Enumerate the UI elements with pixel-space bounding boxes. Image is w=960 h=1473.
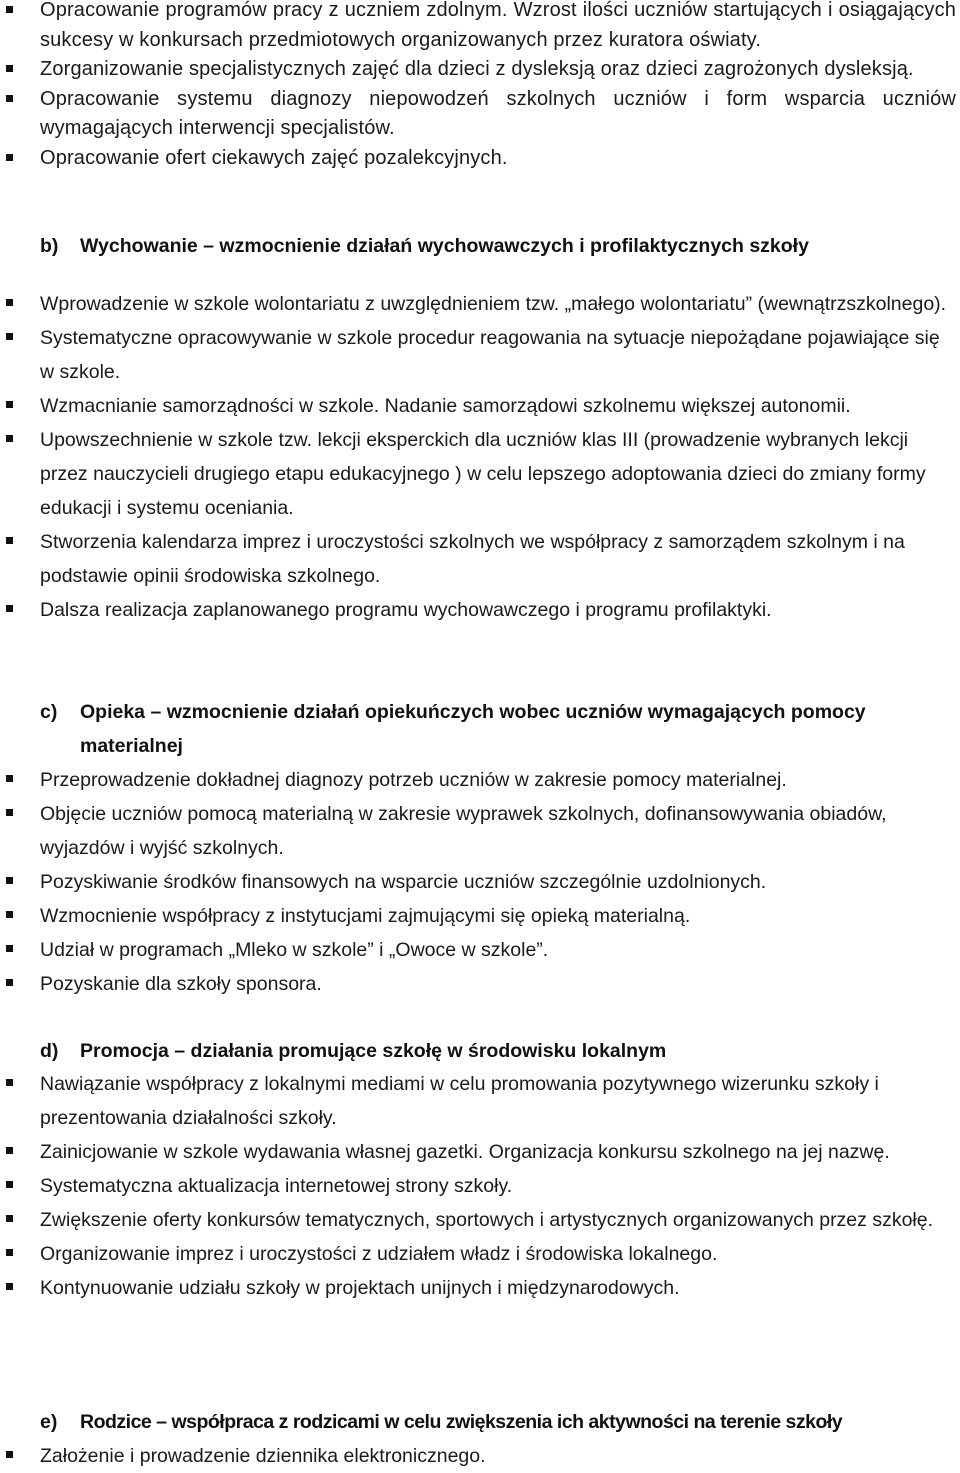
list-item-text: Zorganizowanie specjalistycznych zajęć dla dzieci z dysleksją oraz dzieci zagrożonych dysleksją. (40, 58, 914, 80)
list-item (0, 525, 960, 593)
list-item (0, 797, 960, 865)
list-item (0, 865, 960, 899)
list-item-text: Stworzenia kalendarza imprez i uroczystości szkolnych we współpracy z samorządem szkolnym i na podstawie opinii środowiska szkolnego. (40, 531, 905, 587)
list-item-text: Założenie i prowadzenie dziennika elektronicznego. (40, 1445, 486, 1467)
square-bullet-icon (6, 154, 13, 161)
square-bullet-icon (6, 1079, 13, 1086)
list-item (0, 144, 960, 174)
list-item (0, 763, 960, 797)
square-bullet-icon (6, 299, 13, 306)
section-d-list (0, 1067, 960, 1305)
list-item-text: Udział w programach „Mleko w szkole” i „Owoce w szkole”. (40, 939, 549, 961)
square-bullet-icon (6, 1181, 13, 1188)
list-item (0, 389, 960, 423)
square-bullet-icon (6, 911, 13, 918)
list-item (0, 1067, 960, 1135)
list-item-text: Pozyskiwanie środków finansowych na wsparcie uczniów szczególnie uzdolnionych. (40, 871, 767, 893)
section-c-heading (0, 695, 960, 763)
list-item-text: Opracowanie systemu diagnozy niepowodzeń szkolnych uczniów i form wsparcia uczniów wymagających interwencji specjalistów. (40, 87, 956, 139)
square-bullet-icon (6, 605, 13, 612)
section-d-letter: d) (40, 1040, 59, 1062)
list-item (0, 899, 960, 933)
section-b-title: Wychowanie – wzmocnienie działań wychowawczych i profilaktycznych szkoły (80, 235, 809, 257)
square-bullet-icon (6, 435, 13, 442)
section-e-heading (0, 1405, 960, 1439)
square-bullet-icon (6, 6, 13, 13)
section-d-title: Promocja – działania promujące szkołę w środowisku lokalnym (80, 1040, 667, 1062)
section-e-letter: e) (40, 1411, 58, 1433)
list-item (0, 1169, 960, 1203)
square-bullet-icon (6, 1451, 13, 1458)
square-bullet-icon (6, 979, 13, 986)
list-item (0, 933, 960, 967)
list-item (0, 1237, 960, 1271)
square-bullet-icon (6, 537, 13, 544)
list-item-text: Objęcie uczniów pomocą materialną w zakresie wyprawek szkolnych, dofinansowywania obiadów, wyjazdów i wyjść szkolnych. (40, 803, 887, 859)
list-item (0, 55, 960, 85)
square-bullet-icon (6, 65, 13, 72)
list-item-text: Zainicjowanie w szkole wydawania własnej gazetki. Organizacja konkursu szkolnego na jej nazwę. (40, 1141, 890, 1163)
square-bullet-icon (6, 775, 13, 782)
list-item (0, 1135, 960, 1169)
square-bullet-icon (6, 1147, 13, 1154)
list-item-text: Upowszechnienie w szkole tzw. lekcji eksperckich dla uczniów klas III (prowadzenie wybranych lekcji przez nauczycieli drugiego etapu edukacyjnego ) w celu lepszego adoptowania dzieci do zmiany formy edukacji i systemu oceniania. (40, 429, 926, 519)
list-item (0, 287, 960, 321)
section-b-heading (0, 229, 960, 263)
list-item-text: Wzmacnianie samorządności w szkole. Nadanie samorządowi szkolnemu większej autonomii. (40, 395, 851, 417)
list-item (0, 0, 960, 55)
square-bullet-icon (6, 1283, 13, 1290)
section-b-letter: b) (40, 235, 59, 257)
list-item-text: Opracowanie ofert ciekawych zajęć pozalekcyjnych. (40, 146, 508, 169)
section-e-title: Rodzice – współpraca z rodzicami w celu zwiększenia ich aktywności na terenie szkoły (80, 1411, 843, 1433)
list-item (0, 423, 960, 525)
square-bullet-icon (6, 877, 13, 884)
square-bullet-icon (6, 809, 13, 816)
square-bullet-icon (6, 1249, 13, 1256)
list-item-text: Organizowanie imprez i uroczystości z udziałem władz i środowiska lokalnego. (40, 1243, 718, 1265)
list-item (0, 1271, 960, 1305)
list-item-text: Systematyczna aktualizacja internetowej strony szkoły. (40, 1175, 513, 1197)
list-item-text: Dalsza realizacja zaplanowanego programu wychowawczego i programu profilaktyki. (40, 599, 772, 621)
square-bullet-icon (6, 333, 13, 340)
square-bullet-icon (6, 95, 13, 102)
list-item-text: Wzmocnienie współpracy z instytucjami zajmującymi się opieką materialną. (40, 905, 691, 927)
list-item (0, 593, 960, 627)
list-item-text: Nawiązanie współpracy z lokalnymi mediami w celu promowania pozytywnego wizerunku szkoły i prezentowania działalności szkoły. (40, 1073, 879, 1129)
section-d-heading (0, 1034, 960, 1068)
list-item-text: Wprowadzenie w szkole wolontariatu z uwzględnieniem tzw. „małego wolontariatu” (wewnątrzszkolnego). (40, 293, 947, 315)
list-item-text: Pozyskanie dla szkoły sponsora. (40, 973, 322, 995)
square-bullet-icon (6, 401, 13, 408)
section-e-list (0, 1439, 960, 1473)
list-item-text: Przeprowadzenie dokładnej diagnozy potrzeb uczniów w zakresie pomocy materialnej. (40, 769, 787, 791)
list-item (0, 1439, 960, 1473)
section-c-letter: c) (40, 701, 58, 723)
section-c-list (0, 763, 960, 1001)
section-a-list (0, 0, 960, 173)
square-bullet-icon (6, 945, 13, 952)
square-bullet-icon (6, 1215, 13, 1222)
list-item (0, 967, 960, 1001)
list-item (0, 85, 960, 144)
list-item-text: Opracowanie programów pracy z uczniem zdolnym. Wzrost ilości uczniów startujących i osiągających sukcesy w konkursach przedmiotowych organizowanych przez kuratora oświaty. (40, 0, 956, 51)
list-item-text: Kontynuowanie udziału szkoły w projektach unijnych i międzynarodowych. (40, 1277, 680, 1299)
list-item (0, 321, 960, 389)
list-item-text: Zwiększenie oferty konkursów tematycznych, sportowych i artystycznych organizowanych przez szkołę. (40, 1209, 934, 1231)
list-item (0, 1203, 960, 1237)
list-item-text: Systematyczne opracowywanie w szkole procedur reagowania na sytuacje niepożądane pojawiające się w szkole. (40, 327, 940, 383)
section-c-title: Opieka – wzmocnienie działań opiekuńczych wobec uczniów wymagających pomocy materialnej (80, 701, 866, 757)
section-b-list (0, 287, 960, 627)
